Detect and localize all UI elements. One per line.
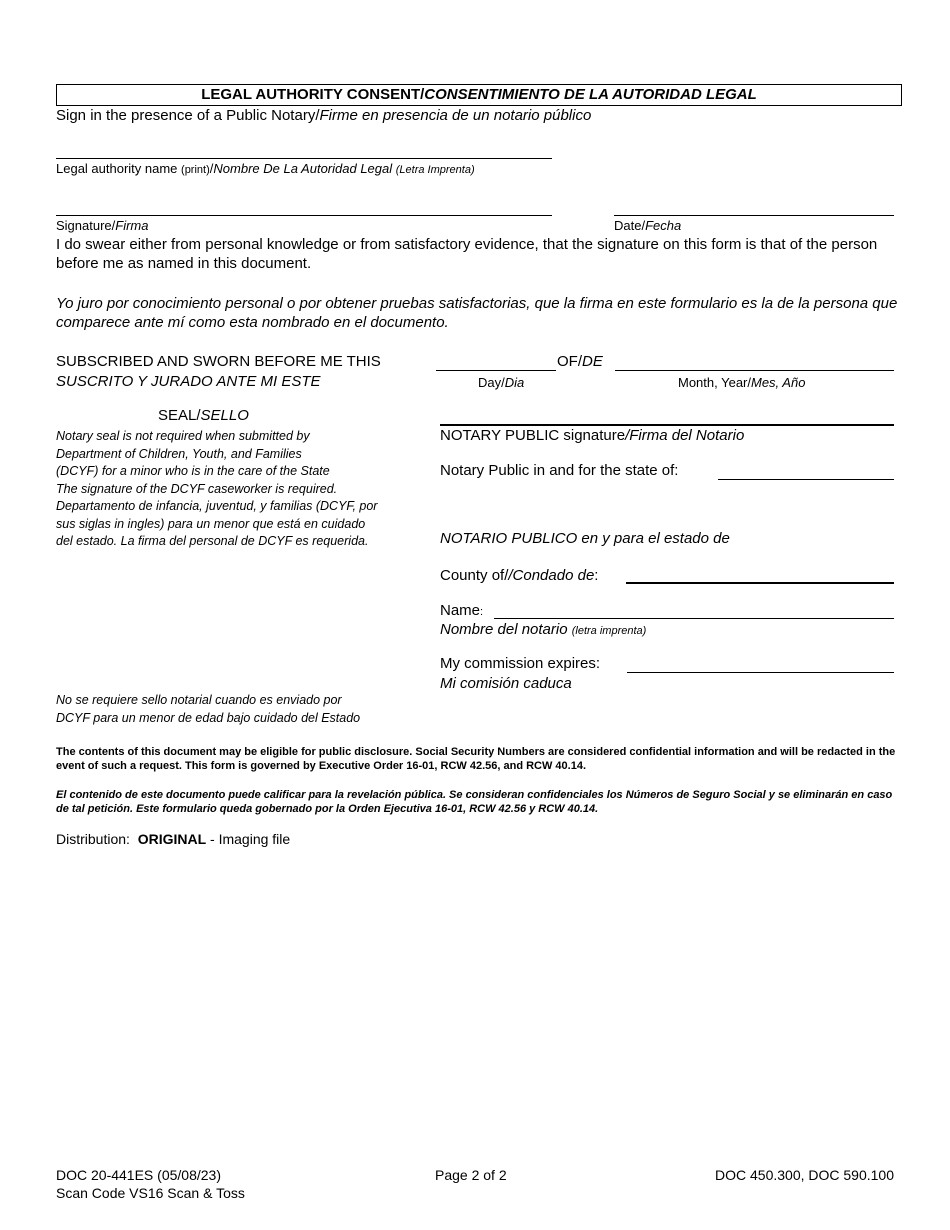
name-label-en: Legal authority name <box>56 161 182 176</box>
signature-label-es: Firma <box>115 218 149 233</box>
subscribed-line-en: SUBSCRIBED AND SWORN BEFORE ME THIS <box>56 353 381 370</box>
date-label-es: Fecha <box>645 218 682 233</box>
footer-policy: DOC 450.300, DOC 590.100 <box>715 1167 894 1183</box>
name-label-en: Name <box>440 602 481 619</box>
instruction-en: Sign in the presence of a Public Notary/ <box>56 107 320 124</box>
seal-bottom-note <box>56 692 426 727</box>
commission-label-es: Mi comisión caduca <box>440 675 572 692</box>
subscribed-line-es: SUSCRITO Y JURADO ANTE MI ESTE <box>56 373 321 390</box>
notary-name-label-es <box>440 620 646 641</box>
month-year-line[interactable] <box>615 370 894 371</box>
month-year-label-es: Mes, Año <box>751 375 806 390</box>
seal-note-line: The signature of the DCYF caseworker is required. <box>56 481 338 496</box>
seal-note-line: sus siglas in ingles) para un menor que está en cuidado <box>56 516 366 531</box>
legal-authority-name-line[interactable] <box>56 158 552 159</box>
day-label-es: Dia <box>504 375 525 390</box>
day-label-en: Day/ <box>478 375 505 390</box>
seal-note <box>56 428 426 551</box>
name-label-print: (print) <box>181 164 210 176</box>
day-label <box>478 374 524 391</box>
disclaimer-en: The contents of this document may be eligible for public disclosure. Social Security Numbers are considered confidential information and will be redacted in the event of such a request. This form is governed by Executive Order 16-01, RCW 42.56, and RCW 40.14. <box>56 746 896 772</box>
name-label-es-print: (Letra Imprenta) <box>395 164 475 176</box>
commission-label: My commission expires: <box>440 655 601 672</box>
seal-label <box>158 406 249 425</box>
distribution <box>56 830 290 849</box>
seal-note-line: Notary seal is not required when submitted by <box>56 429 310 443</box>
month-year-label <box>678 374 805 391</box>
footer-left <box>56 1166 245 1202</box>
seal-bottom-note-line: No se requiere sello notarial cuando es enviado por <box>56 693 342 707</box>
commission-line[interactable] <box>627 672 894 673</box>
date-label-en: Date/ <box>614 218 646 233</box>
of-label-es: DE <box>582 353 603 370</box>
name-label <box>440 601 483 622</box>
instruction-es: Firme en presencia de un notario público <box>319 107 592 124</box>
seal-label-en: SEAL/ <box>158 407 201 424</box>
oath-text-es: Yo juro por conocimiento personal o por obtener pruebas satisfactorias, que la firma en este formulario es la de la persona que comparece ante mí como esta nombrado en el documento. <box>56 295 898 331</box>
notary-signature-label <box>440 426 744 445</box>
county-label-colon: : <box>594 567 599 584</box>
county-label-es: /Condado de <box>508 567 595 584</box>
date-line[interactable] <box>614 215 894 216</box>
of-label <box>557 352 603 371</box>
instruction <box>56 106 591 125</box>
notary-state-label-es: NOTARIO PUBLICO en y para el estado de <box>440 530 730 547</box>
month-year-label-en: Month, Year/ <box>678 375 751 390</box>
form-title-en: LEGAL AUTHORITY CONSENT/ <box>201 86 425 103</box>
notary-name-es: Nombre del notario <box>440 621 572 638</box>
name-label-colon: : <box>480 606 484 618</box>
of-label-en: OF/ <box>557 353 582 370</box>
date-label <box>614 217 681 234</box>
notary-signature-label-en: NOTARY PUBLIC signature <box>440 427 626 444</box>
disclaimer-es: El contenido de este documento puede calificar para la revelación pública. Se consideran confidenciales los Números de Seguro Social y se eliminarán en caso de tal petición. Este formulario queda gobernado por la Orden Ejecutiva 16-01, RCW 42.56 y RCW 40.14. <box>56 789 893 815</box>
notary-name-es-print: (letra imprenta) <box>571 625 647 637</box>
signature-line[interactable] <box>56 215 552 216</box>
notary-signature-label-es: /Firma del Notario <box>625 427 745 444</box>
seal-label-es: SELLO <box>200 407 249 424</box>
seal-bottom-note-line: DCYF para un menor de edad bajo cuidado del Estado <box>56 710 361 725</box>
day-line[interactable] <box>436 370 556 371</box>
distribution-label: Distribution: <box>56 831 138 847</box>
oath-text-en: I do swear either from personal knowledge or from satisfactory evidence, that the signature on this form is that of the person before me as named in this document. <box>56 236 878 272</box>
form-title <box>56 84 902 106</box>
seal-note-line: Department of Children, Youth, and Families <box>56 446 302 461</box>
county-line[interactable] <box>626 582 894 584</box>
name-label-es: Nombre De La Autoridad Legal <box>213 161 396 176</box>
footer-page: Page 2 of 2 <box>435 1167 507 1183</box>
notary-state-line[interactable] <box>718 479 894 480</box>
county-label <box>440 566 598 585</box>
county-label-en: County of/ <box>440 567 509 584</box>
notary-state-label: Notary Public in and for the state of: <box>440 462 679 479</box>
legal-authority-name-label <box>56 160 475 179</box>
footer-scan-code: Scan Code VS16 Scan & Toss <box>56 1185 245 1201</box>
name-label-slash: / <box>209 161 214 176</box>
notary-name-line[interactable] <box>494 618 894 619</box>
distribution-rest: - Imaging file <box>206 831 291 847</box>
seal-note-line: del estado. La firma del personal de DCYF es requerida. <box>56 534 369 548</box>
seal-note-line: Departamento de infancia, juventud, y familias (DCYF, por <box>56 499 378 513</box>
distribution-original: ORIGINAL <box>137 831 207 847</box>
form-title-es: CONSENTIMIENTO DE LA AUTORIDAD LEGAL <box>424 86 757 103</box>
signature-label-en: Signature/ <box>56 218 116 233</box>
signature-label <box>56 217 148 234</box>
footer-doc-number: DOC 20-441ES (05/08/23) <box>56 1167 221 1183</box>
seal-note-line: (DCYF) for a minor who is in the care of the State <box>56 464 330 478</box>
